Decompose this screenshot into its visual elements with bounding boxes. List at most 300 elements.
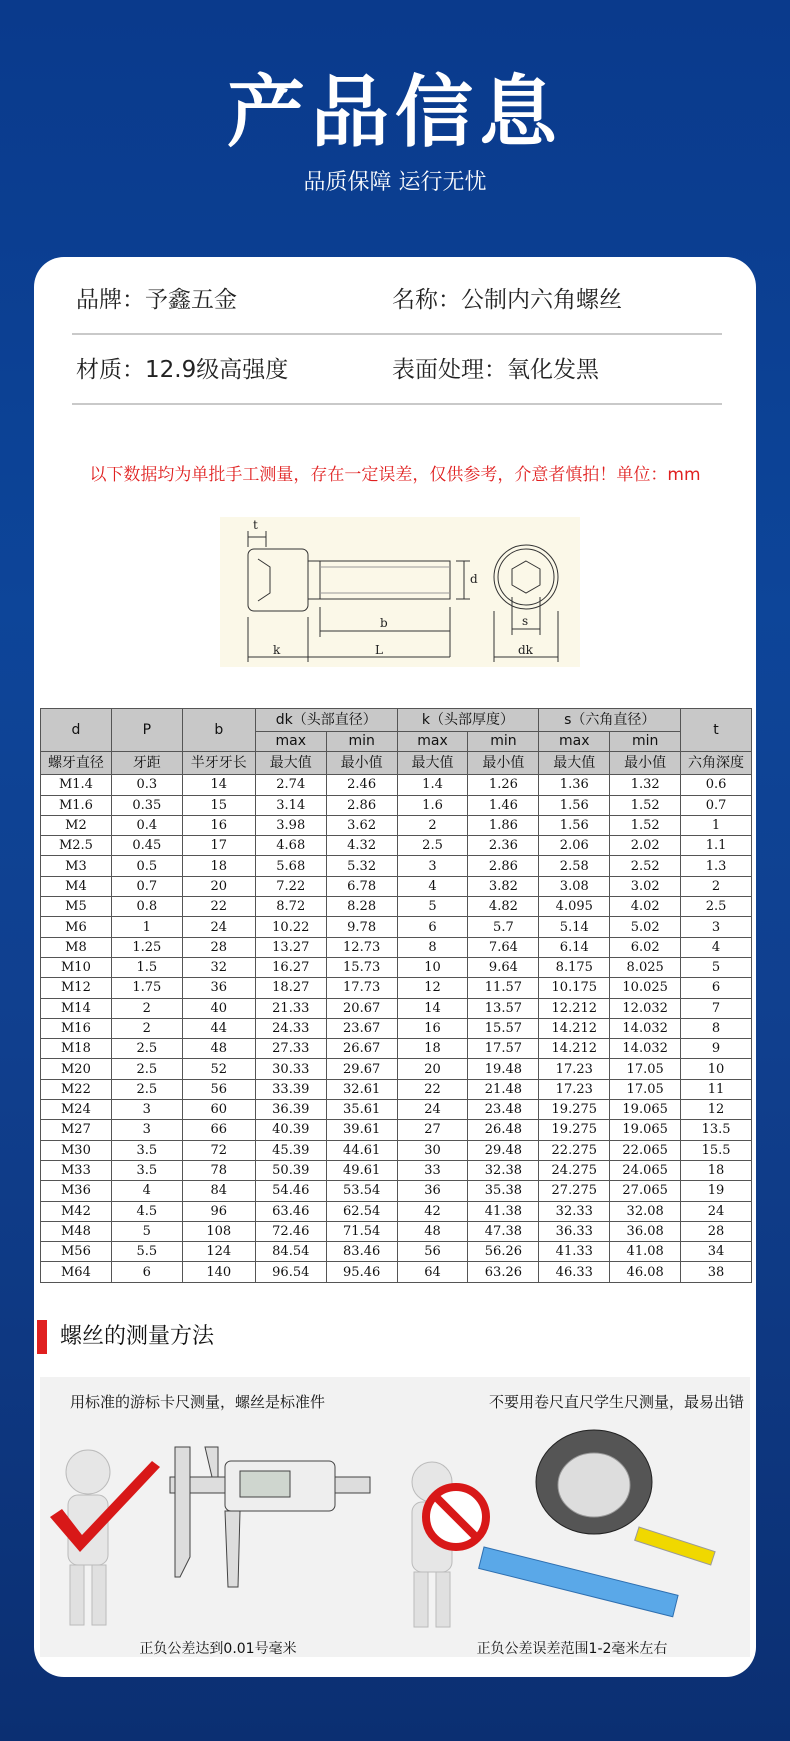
table-cell: 8.025 [610, 957, 681, 977]
table-cell: 14 [182, 775, 255, 795]
table-cell: 62.54 [326, 1201, 397, 1221]
table-cell: 45.39 [255, 1140, 326, 1160]
table-cell: 34 [681, 1242, 752, 1262]
table-cell: 95.46 [326, 1262, 397, 1282]
table-cell: 18 [681, 1160, 752, 1180]
table-cell: 17.23 [539, 1079, 610, 1099]
table-cell: 41.08 [610, 1242, 681, 1262]
table-cell: 24 [182, 917, 255, 937]
table-cell: 19.275 [539, 1100, 610, 1120]
table-cell: 1.5 [111, 957, 182, 977]
table-cell: 2.5 [111, 1059, 182, 1079]
s-min: min [610, 732, 681, 752]
col-b: b [182, 709, 255, 752]
table-cell: 63.46 [255, 1201, 326, 1221]
label-k: k [273, 643, 281, 657]
table-cell: 13.27 [255, 937, 326, 957]
table-cell: 10 [397, 957, 468, 977]
table-row [41, 836, 752, 856]
table-cell: 6.02 [610, 937, 681, 957]
table-cell: 1.32 [610, 775, 681, 795]
table-cell: 14 [397, 998, 468, 1018]
table-cell: 35.61 [326, 1100, 397, 1120]
table-cell: 3.14 [255, 795, 326, 815]
table-cell: 29.67 [326, 1059, 397, 1079]
table-cell: 64 [397, 1262, 468, 1282]
header-row-1 [41, 709, 752, 732]
table-cell: 3.62 [326, 815, 397, 835]
table-cell: 28 [182, 937, 255, 957]
table-cell: 35.38 [468, 1181, 539, 1201]
table-cell: 1.26 [468, 775, 539, 795]
table-cell: M2 [41, 815, 112, 835]
table-cell: 3.98 [255, 815, 326, 835]
table-cell: 22.275 [539, 1140, 610, 1160]
table-cell: 140 [182, 1262, 255, 1282]
table-cell: 0.45 [111, 836, 182, 856]
label-s: s [522, 614, 529, 628]
table-cell: 36 [182, 978, 255, 998]
table-cell: 16.27 [255, 957, 326, 977]
table-cell: 33 [397, 1160, 468, 1180]
h3-cell: 最大值 [539, 752, 610, 775]
col-d: d [41, 709, 112, 752]
table-cell: 15.5 [681, 1140, 752, 1160]
table-cell: 36 [397, 1181, 468, 1201]
table-cell: 12 [397, 978, 468, 998]
col-dk: dk（头部直径） [255, 709, 397, 732]
material-text: 材质：12.9级高强度 [76, 357, 289, 383]
table-cell: 32.61 [326, 1079, 397, 1099]
table-cell: 22 [397, 1079, 468, 1099]
table-row [41, 775, 752, 795]
table-cell: 1.36 [539, 775, 610, 795]
table-cell: 13.5 [681, 1120, 752, 1140]
table-cell: M1.6 [41, 795, 112, 815]
table-cell: 20 [397, 1059, 468, 1079]
table-cell: 2.5 [681, 897, 752, 917]
col-p: P [111, 709, 182, 752]
table-cell: 66 [182, 1120, 255, 1140]
table-cell: 33.39 [255, 1079, 326, 1099]
tape-panel [394, 1377, 750, 1657]
h3-cell: 最大值 [255, 752, 326, 775]
table-cell: 50.39 [255, 1160, 326, 1180]
table-cell: 32.33 [539, 1201, 610, 1221]
table-cell: 41.38 [468, 1201, 539, 1221]
table-cell: 46.08 [610, 1262, 681, 1282]
table-cell: 36.33 [539, 1221, 610, 1241]
table-cell: 124 [182, 1242, 255, 1262]
h3-cell: 六角深度 [681, 752, 752, 775]
table-cell: 1.56 [539, 815, 610, 835]
table-cell: 10.025 [610, 978, 681, 998]
table-cell: 12.032 [610, 998, 681, 1018]
table-row [41, 978, 752, 998]
table-cell: 21.48 [468, 1079, 539, 1099]
table-cell: M22 [41, 1079, 112, 1099]
table-row [41, 998, 752, 1018]
table-cell: 5.5 [111, 1242, 182, 1262]
table-cell: 60 [182, 1100, 255, 1120]
table-row [41, 815, 752, 835]
table-cell: 7.22 [255, 876, 326, 896]
info-row-2 [72, 335, 722, 405]
header-row-3 [41, 752, 752, 775]
table-cell: 5.14 [539, 917, 610, 937]
table-cell: 6.14 [539, 937, 610, 957]
table-row [41, 897, 752, 917]
page-subtitle: 品质保障 运行无忧 [303, 170, 487, 195]
table-cell: 14.032 [610, 1039, 681, 1059]
table-cell: 13.57 [468, 998, 539, 1018]
table-cell: M2.5 [41, 836, 112, 856]
h3-cell: 半牙牙长 [182, 752, 255, 775]
h3-cell: 最大值 [397, 752, 468, 775]
table-cell: M14 [41, 998, 112, 1018]
table-cell: 14.032 [610, 1018, 681, 1038]
table-cell: 15 [182, 795, 255, 815]
table-cell: 2 [111, 998, 182, 1018]
table-cell: 44.61 [326, 1140, 397, 1160]
table-cell: 5.32 [326, 856, 397, 876]
table-cell: 1.56 [539, 795, 610, 815]
table-cell: 1.25 [111, 937, 182, 957]
table-cell: 32.38 [468, 1160, 539, 1180]
label-d: d [470, 572, 478, 586]
table-cell: 40 [182, 998, 255, 1018]
h3-cell: 螺牙直径 [41, 752, 112, 775]
table-cell: 15.73 [326, 957, 397, 977]
table-cell: 5 [111, 1221, 182, 1241]
caliper-tolerance: 正负公差达到0.01号毫米 [139, 1641, 297, 1657]
table-row [41, 1160, 752, 1180]
table-cell: 53.54 [326, 1181, 397, 1201]
col-t: t [681, 709, 752, 752]
table-cell: 3 [681, 917, 752, 937]
table-cell: 22.065 [610, 1140, 681, 1160]
table-cell: M4 [41, 876, 112, 896]
table-cell: 19.275 [539, 1120, 610, 1140]
table-cell: 26.48 [468, 1120, 539, 1140]
table-cell: 19.065 [610, 1100, 681, 1120]
table-cell: 21.33 [255, 998, 326, 1018]
table-cell: 17.05 [610, 1059, 681, 1079]
table-cell: 38 [681, 1262, 752, 1282]
table-row [41, 856, 752, 876]
table-cell: 52 [182, 1059, 255, 1079]
table-cell: 2.5 [397, 836, 468, 856]
label-dk: dk [518, 643, 533, 657]
table-cell: 24 [681, 1201, 752, 1221]
table-cell: 5.68 [255, 856, 326, 876]
page-title: 产品信息 [226, 68, 563, 158]
table-cell: 56.26 [468, 1242, 539, 1262]
table-row [41, 1079, 752, 1099]
table-cell: 12.73 [326, 937, 397, 957]
table-cell: 4.02 [610, 897, 681, 917]
table-cell: 1 [111, 917, 182, 937]
table-cell: 4.5 [111, 1201, 182, 1221]
col-s: s（六角直径） [539, 709, 681, 732]
table-row [41, 795, 752, 815]
table-cell: 22 [182, 897, 255, 917]
surface-text: 表面处理：氧化发黑 [392, 357, 599, 383]
table-cell: 18.27 [255, 978, 326, 998]
table-cell: 71.54 [326, 1221, 397, 1241]
name-text: 名称：公制内六角螺丝 [392, 287, 622, 313]
table-cell: M42 [41, 1201, 112, 1221]
table-cell: 10.175 [539, 978, 610, 998]
table-cell: 2.58 [539, 856, 610, 876]
table-cell: 26.67 [326, 1039, 397, 1059]
table-cell: 2.02 [610, 836, 681, 856]
table-cell: 32.08 [610, 1201, 681, 1221]
table-cell: 12 [681, 1100, 752, 1120]
table-cell: 8.72 [255, 897, 326, 917]
table-row [41, 1201, 752, 1221]
dk-min: min [326, 732, 397, 752]
table-cell: 24.065 [610, 1160, 681, 1180]
table-cell: 1 [681, 815, 752, 835]
table-cell: 27.275 [539, 1181, 610, 1201]
caliper-illustration [40, 1377, 396, 1657]
label-b: b [380, 616, 388, 630]
section-title: 螺丝的测量方法 [60, 1324, 215, 1349]
table-cell: 14.212 [539, 1039, 610, 1059]
table-cell: M27 [41, 1120, 112, 1140]
table-cell: 0.3 [111, 775, 182, 795]
table-row [41, 937, 752, 957]
table-cell: M48 [41, 1221, 112, 1241]
table-cell: 6 [397, 917, 468, 937]
table-cell: 30.33 [255, 1059, 326, 1079]
table-cell: 18 [182, 856, 255, 876]
table-row [41, 1242, 752, 1262]
table-cell: 2.5 [111, 1039, 182, 1059]
table-cell: 11 [681, 1079, 752, 1099]
table-row [41, 1100, 752, 1120]
k-max: max [397, 732, 468, 752]
table-row [41, 1262, 752, 1282]
table-row [41, 1120, 752, 1140]
table-cell: M8 [41, 937, 112, 957]
table-cell: 0.6 [681, 775, 752, 795]
table-cell: 15.57 [468, 1018, 539, 1038]
table-cell: 12.212 [539, 998, 610, 1018]
tape-tolerance: 正负公差误差范围1-2毫米左右 [476, 1641, 668, 1657]
table-cell: 72.46 [255, 1221, 326, 1241]
k-min: min [468, 732, 539, 752]
table-cell: 27 [397, 1120, 468, 1140]
table-cell: M56 [41, 1242, 112, 1262]
table-cell: 6.78 [326, 876, 397, 896]
table-cell: 16 [182, 815, 255, 835]
table-cell: 36.08 [610, 1221, 681, 1241]
table-cell: M12 [41, 978, 112, 998]
table-cell: 6 [111, 1262, 182, 1282]
table-row [41, 876, 752, 896]
table-cell: M10 [41, 957, 112, 977]
table-cell: 27.065 [610, 1181, 681, 1201]
table-cell: M20 [41, 1059, 112, 1079]
table-row [41, 1018, 752, 1038]
spec-table [40, 708, 752, 1283]
table-cell: 8 [397, 937, 468, 957]
table-cell: 30 [397, 1140, 468, 1160]
table-cell: 2.36 [468, 836, 539, 856]
table-cell: 78 [182, 1160, 255, 1180]
screw-diagram [220, 517, 580, 667]
table-cell: 1.4 [397, 775, 468, 795]
product-info-card [34, 257, 756, 1677]
table-cell: 0.7 [111, 876, 182, 896]
table-cell: 1.52 [610, 795, 681, 815]
table-cell: 84 [182, 1181, 255, 1201]
table-cell: 63.26 [468, 1262, 539, 1282]
table-cell: M24 [41, 1100, 112, 1120]
table-cell: 72 [182, 1140, 255, 1160]
table-cell: 4.32 [326, 836, 397, 856]
table-cell: 4.095 [539, 897, 610, 917]
table-cell: 10 [681, 1059, 752, 1079]
table-cell: 40.39 [255, 1120, 326, 1140]
table-cell: M64 [41, 1262, 112, 1282]
table-cell: 4.82 [468, 897, 539, 917]
ruler-icon [479, 1547, 678, 1617]
table-cell: 44 [182, 1018, 255, 1038]
table-cell: 83.46 [326, 1242, 397, 1262]
table-cell: 3.5 [111, 1140, 182, 1160]
h3-cell: 牙距 [111, 752, 182, 775]
table-cell: 23.48 [468, 1100, 539, 1120]
table-cell: 20 [182, 876, 255, 896]
table-cell: 9.64 [468, 957, 539, 977]
section-accent-bar [37, 1320, 47, 1354]
table-cell: 3 [111, 1120, 182, 1140]
table-cell: 0.7 [681, 795, 752, 815]
table-cell: 32 [182, 957, 255, 977]
table-row [41, 917, 752, 937]
table-cell: M5 [41, 897, 112, 917]
table-cell: 20.67 [326, 998, 397, 1018]
table-row [41, 1221, 752, 1241]
table-cell: 7.64 [468, 937, 539, 957]
table-cell: 17.57 [468, 1039, 539, 1059]
table-cell: M30 [41, 1140, 112, 1160]
table-row [41, 957, 752, 977]
table-cell: 24.33 [255, 1018, 326, 1038]
table-cell: 19.065 [610, 1120, 681, 1140]
table-cell: 5 [397, 897, 468, 917]
table-cell: 27.33 [255, 1039, 326, 1059]
info-row-1 [72, 265, 722, 335]
table-cell: 3 [397, 856, 468, 876]
table-cell: 3.02 [610, 876, 681, 896]
table-cell: 0.35 [111, 795, 182, 815]
table-cell: 36.39 [255, 1100, 326, 1120]
table-cell: 1.52 [610, 815, 681, 835]
table-cell: 17.73 [326, 978, 397, 998]
tape-illustration [394, 1377, 750, 1657]
table-cell: 16 [397, 1018, 468, 1038]
table-cell: 8.28 [326, 897, 397, 917]
table-cell: 2.86 [468, 856, 539, 876]
h3-cell: 最小值 [326, 752, 397, 775]
table-cell: 9 [681, 1039, 752, 1059]
table-cell: 1.3 [681, 856, 752, 876]
table-cell: 4 [397, 876, 468, 896]
table-cell: 3 [111, 1100, 182, 1120]
table-cell: 84.54 [255, 1242, 326, 1262]
table-cell: 17.23 [539, 1059, 610, 1079]
table-cell: 5.7 [468, 917, 539, 937]
measurement-note: 以下数据均为单批手工测量，存在一定误差，仅供参考，介意者慎拍！单位：mm [89, 465, 701, 485]
table-row [41, 1039, 752, 1059]
table-cell: 2 [681, 876, 752, 896]
table-cell: 2.06 [539, 836, 610, 856]
table-cell: 108 [182, 1221, 255, 1241]
table-cell: 56 [182, 1079, 255, 1099]
table-cell: 10.22 [255, 917, 326, 937]
table-cell: M3 [41, 856, 112, 876]
table-cell: 5 [681, 957, 752, 977]
table-cell: 17.05 [610, 1079, 681, 1099]
table-cell: 56 [397, 1242, 468, 1262]
table-cell: M1.4 [41, 775, 112, 795]
table-cell: 2 [111, 1018, 182, 1038]
table-cell: 6 [681, 978, 752, 998]
table-cell: 24 [397, 1100, 468, 1120]
table-cell: 48 [397, 1221, 468, 1241]
table-row [41, 1140, 752, 1160]
brand-text: 品牌：予鑫五金 [76, 287, 237, 313]
table-cell: 24.275 [539, 1160, 610, 1180]
table-cell: 1.46 [468, 795, 539, 815]
table-cell: M33 [41, 1160, 112, 1180]
table-cell: 47.38 [468, 1221, 539, 1241]
table-cell: 2.86 [326, 795, 397, 815]
table-cell: 7 [681, 998, 752, 1018]
table-cell: 29.48 [468, 1140, 539, 1160]
tape-caption: 不要用卷尺直尺学生尺测量，最易出错 [488, 1393, 744, 1411]
table-cell: 8 [681, 1018, 752, 1038]
table-cell: 5.02 [610, 917, 681, 937]
table-cell: 9.78 [326, 917, 397, 937]
table-cell: 0.8 [111, 897, 182, 917]
table-cell: 46.33 [539, 1262, 610, 1282]
table-cell: 3.08 [539, 876, 610, 896]
table-cell: 48 [182, 1039, 255, 1059]
table-cell: M36 [41, 1181, 112, 1201]
table-cell: 96.54 [255, 1262, 326, 1282]
table-cell: 42 [397, 1201, 468, 1221]
table-row [41, 1181, 752, 1201]
h3-cell: 最小值 [468, 752, 539, 775]
table-cell: 2.5 [111, 1079, 182, 1099]
table-cell: 49.61 [326, 1160, 397, 1180]
table-cell: 17 [182, 836, 255, 856]
table-cell: 2.46 [326, 775, 397, 795]
h3-cell: 最小值 [610, 752, 681, 775]
col-k: k（头部厚度） [397, 709, 539, 732]
table-cell: 96 [182, 1201, 255, 1221]
table-cell: 1.75 [111, 978, 182, 998]
table-cell: 2.74 [255, 775, 326, 795]
table-cell: 4 [111, 1181, 182, 1201]
table-cell: 4 [681, 937, 752, 957]
table-cell: 8.175 [539, 957, 610, 977]
